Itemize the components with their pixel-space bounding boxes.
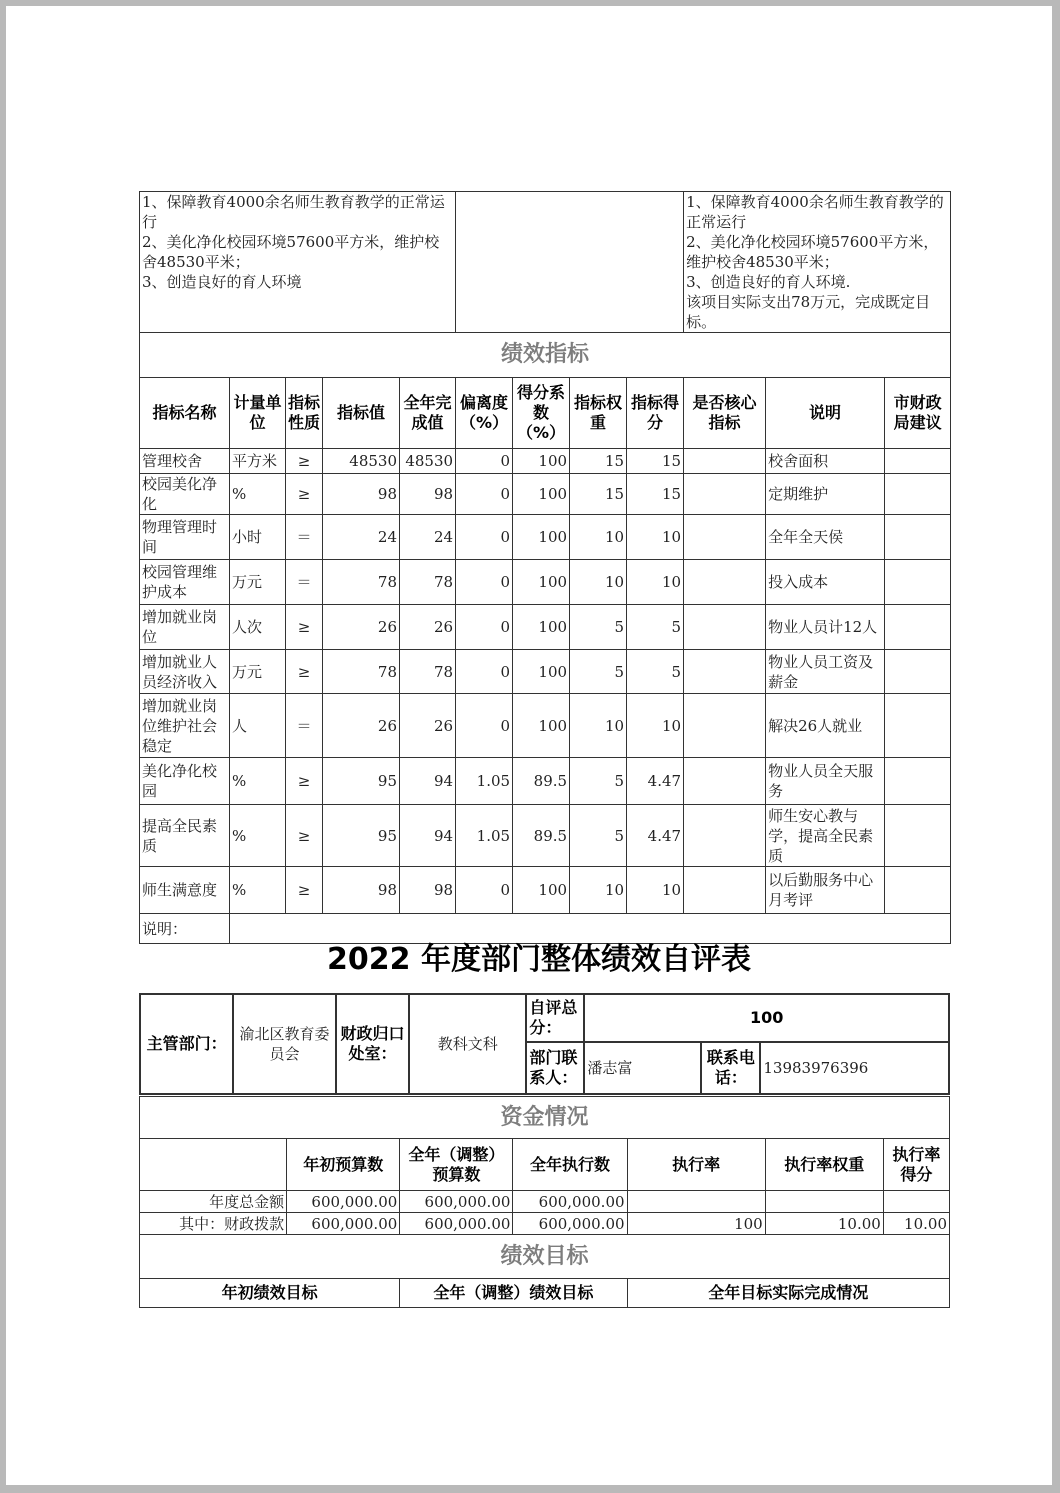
indicator-name: 管理校舍 xyxy=(140,449,230,474)
indicator-score: 5 xyxy=(627,650,684,694)
indicator-target: 98 xyxy=(323,867,400,914)
indicator-nature: ≥ xyxy=(286,867,323,914)
indicator-actual: 78 xyxy=(400,560,456,605)
funds-row-finance xyxy=(140,1213,950,1235)
indicator-name: 增加就业岗位 xyxy=(140,605,230,650)
supervisor-label: 主管部门： xyxy=(140,994,233,1094)
indicator-row xyxy=(140,449,951,474)
funds-header-executed: 全年执行数 xyxy=(513,1139,627,1191)
indicator-nature: ≥ xyxy=(286,605,323,650)
indicator-deviation: 0 xyxy=(456,694,513,758)
goals-header-initial: 年初绩效目标 xyxy=(140,1279,400,1308)
indicator-row xyxy=(140,515,951,560)
self-score-label: 自评总分： xyxy=(526,994,584,1042)
indicator-note: 投入成本 xyxy=(766,560,885,605)
finance-office-value: 教科文科 xyxy=(409,994,526,1094)
funds-header-rate: 执行率 xyxy=(627,1139,765,1191)
performance-table xyxy=(139,191,951,944)
remark-value xyxy=(230,914,951,944)
indicator-coef: 89.5 xyxy=(513,758,570,805)
contact-value: 潘志富 xyxy=(584,1042,701,1094)
indicator-score: 10 xyxy=(627,867,684,914)
indicator-deviation: 1.05 xyxy=(456,805,513,867)
indicator-core xyxy=(684,605,766,650)
indicator-note: 解决26人就业 xyxy=(766,694,885,758)
header-advice: 市财政局建议 xyxy=(885,378,951,449)
indicator-row xyxy=(140,694,951,758)
header-core: 是否核心指标 xyxy=(684,378,766,449)
header-unit: 计量单位 xyxy=(230,378,286,449)
indicator-actual: 26 xyxy=(400,694,456,758)
indicator-score: 15 xyxy=(627,449,684,474)
indicator-unit: 万元 xyxy=(230,650,286,694)
actual-goals-text: 1、保障教育4000余名师生教育教学的正常运行 2、美化净化校园环境57600平方米，维护校舍48530平米； 3、创造良好的育人环境. 该项目实际支出78万元，完成既定目标。 xyxy=(684,192,951,333)
indicator-note: 物业人员全天服务 xyxy=(766,758,885,805)
funds-section-title: 资金情况 xyxy=(140,1097,950,1139)
indicator-unit: % xyxy=(230,474,286,515)
indicator-score: 10 xyxy=(627,560,684,605)
indicator-core xyxy=(684,867,766,914)
indicator-core xyxy=(684,805,766,867)
goals-header-actual: 全年目标实际完成情况 xyxy=(627,1279,949,1308)
header-name: 指标名称 xyxy=(140,378,230,449)
funds-adjusted: 600,000.00 xyxy=(400,1213,513,1235)
indicator-deviation: 0 xyxy=(456,560,513,605)
indicator-weight: 5 xyxy=(570,605,627,650)
header-target: 指标值 xyxy=(323,378,400,449)
indicator-deviation: 0 xyxy=(456,605,513,650)
indicator-unit: % xyxy=(230,867,286,914)
indicator-core xyxy=(684,650,766,694)
funds-rate: 100 xyxy=(627,1213,765,1235)
department-info-table xyxy=(139,993,950,1095)
funds-executed: 600,000.00 xyxy=(513,1213,627,1235)
indicator-coef: 89.5 xyxy=(513,805,570,867)
indicator-unit: 小时 xyxy=(230,515,286,560)
indicator-coef: 100 xyxy=(513,867,570,914)
indicator-score: 10 xyxy=(627,694,684,758)
indicator-nature: ＝ xyxy=(286,560,323,605)
indicator-coef: 100 xyxy=(513,560,570,605)
indicator-actual: 98 xyxy=(400,867,456,914)
funds-header-row xyxy=(140,1139,950,1191)
remark-label: 说明： xyxy=(140,914,230,944)
indicator-advice xyxy=(885,449,951,474)
goals-section-title: 绩效目标 xyxy=(140,1235,950,1279)
indicator-advice xyxy=(885,867,951,914)
indicator-unit: % xyxy=(230,758,286,805)
indicator-advice xyxy=(885,605,951,650)
indicator-score: 10 xyxy=(627,515,684,560)
indicator-weight: 5 xyxy=(570,758,627,805)
indicator-actual: 94 xyxy=(400,758,456,805)
funds-rate-weight xyxy=(765,1191,883,1213)
indicator-score: 4.47 xyxy=(627,805,684,867)
indicator-actual: 78 xyxy=(400,650,456,694)
header-note: 说明 xyxy=(766,378,885,449)
indicator-deviation: 1.05 xyxy=(456,758,513,805)
performance-section-title: 绩效指标 xyxy=(140,333,951,378)
funds-row-label: 年度总金额 xyxy=(140,1191,287,1213)
indicator-target: 78 xyxy=(323,560,400,605)
phone-label: 联系电话： xyxy=(701,1042,760,1094)
indicator-weight: 15 xyxy=(570,474,627,515)
indicator-actual: 98 xyxy=(400,474,456,515)
indicator-deviation: 0 xyxy=(456,474,513,515)
indicator-name: 提高全民素质 xyxy=(140,805,230,867)
indicator-weight: 5 xyxy=(570,650,627,694)
header-weight: 指标权重 xyxy=(570,378,627,449)
indicator-nature: ＝ xyxy=(286,694,323,758)
funds-executed: 600,000.00 xyxy=(513,1191,627,1213)
indicator-core xyxy=(684,515,766,560)
indicator-nature: ≥ xyxy=(286,758,323,805)
indicator-deviation: 0 xyxy=(456,515,513,560)
indicator-nature: ≥ xyxy=(286,650,323,694)
indicator-coef: 100 xyxy=(513,449,570,474)
indicator-nature: ≥ xyxy=(286,474,323,515)
header-coef: 得分系数（%） xyxy=(513,378,570,449)
indicator-advice xyxy=(885,515,951,560)
funds-rate xyxy=(627,1191,765,1213)
indicator-deviation: 0 xyxy=(456,650,513,694)
indicator-coef: 100 xyxy=(513,650,570,694)
indicator-coef: 100 xyxy=(513,515,570,560)
funds-header-initial: 年初预算数 xyxy=(287,1139,400,1191)
indicator-note: 以后勤服务中心月考评 xyxy=(766,867,885,914)
indicator-unit: 人次 xyxy=(230,605,286,650)
adjusted-goals-text xyxy=(456,192,684,333)
indicator-name: 增加就业人员经济收入 xyxy=(140,650,230,694)
indicator-target: 78 xyxy=(323,650,400,694)
indicator-actual: 94 xyxy=(400,805,456,867)
indicator-row xyxy=(140,560,951,605)
indicator-name: 物理管理时间 xyxy=(140,515,230,560)
indicator-row xyxy=(140,758,951,805)
indicator-deviation: 0 xyxy=(456,867,513,914)
funds-initial: 600,000.00 xyxy=(287,1213,400,1235)
indicator-advice xyxy=(885,650,951,694)
indicator-target: 48530 xyxy=(323,449,400,474)
indicator-unit: 万元 xyxy=(230,560,286,605)
indicator-name: 美化净化校园 xyxy=(140,758,230,805)
indicator-note: 定期维护 xyxy=(766,474,885,515)
indicator-core xyxy=(684,560,766,605)
funds-header-rate-weight: 执行率权重 xyxy=(765,1139,883,1191)
indicator-weight: 10 xyxy=(570,867,627,914)
indicator-advice xyxy=(885,560,951,605)
performance-header-row xyxy=(140,378,951,449)
indicator-unit: 人 xyxy=(230,694,286,758)
indicator-core xyxy=(684,449,766,474)
indicator-score: 4.47 xyxy=(627,758,684,805)
form-title: 2022 年度部门整体绩效自评表 xyxy=(327,942,751,977)
indicator-weight: 5 xyxy=(570,805,627,867)
phone-value: 13983976396 xyxy=(760,1042,949,1094)
header-deviation: 偏离度（%） xyxy=(456,378,513,449)
indicator-note: 校舍面积 xyxy=(766,449,885,474)
indicator-advice xyxy=(885,474,951,515)
indicator-name: 师生满意度 xyxy=(140,867,230,914)
finance-office-label: 财政归口处室： xyxy=(336,994,410,1094)
indicator-nature: ≥ xyxy=(286,805,323,867)
funds-row-total xyxy=(140,1191,950,1213)
header-nature: 指标性质 xyxy=(286,378,323,449)
funds-header-adjusted: 全年（调整）预算数 xyxy=(400,1139,513,1191)
indicator-unit: % xyxy=(230,805,286,867)
contact-label: 部门联系人： xyxy=(526,1042,584,1094)
goals-header-adjusted: 全年（调整）绩效目标 xyxy=(400,1279,627,1308)
indicator-core xyxy=(684,694,766,758)
indicator-target: 98 xyxy=(323,474,400,515)
indicator-nature: ≥ xyxy=(286,449,323,474)
indicator-nature: ＝ xyxy=(286,515,323,560)
indicator-actual: 26 xyxy=(400,605,456,650)
indicator-name: 校园美化净化 xyxy=(140,474,230,515)
indicator-deviation: 0 xyxy=(456,449,513,474)
indicator-advice xyxy=(885,758,951,805)
indicator-note: 全年全天侯 xyxy=(766,515,885,560)
funds-rate-weight: 10.00 xyxy=(765,1213,883,1235)
indicator-row xyxy=(140,605,951,650)
funds-rate-score xyxy=(883,1191,949,1213)
indicator-score: 5 xyxy=(627,605,684,650)
indicator-advice xyxy=(885,694,951,758)
indicator-target: 95 xyxy=(323,805,400,867)
indicator-note: 师生安心教与学，提高全民素质 xyxy=(766,805,885,867)
indicator-advice xyxy=(885,805,951,867)
indicator-coef: 100 xyxy=(513,694,570,758)
indicator-note: 物业人员计12人 xyxy=(766,605,885,650)
indicator-core xyxy=(684,758,766,805)
supervisor-value: 渝北区教育委员会 xyxy=(233,994,336,1094)
indicator-target: 26 xyxy=(323,605,400,650)
indicator-target: 95 xyxy=(323,758,400,805)
indicator-score: 15 xyxy=(627,474,684,515)
indicator-actual: 24 xyxy=(400,515,456,560)
indicator-row xyxy=(140,867,951,914)
indicator-coef: 100 xyxy=(513,474,570,515)
header-actual: 全年完成值 xyxy=(400,378,456,449)
funds-adjusted: 600,000.00 xyxy=(400,1191,513,1213)
indicator-name: 增加就业岗位维护社会稳定 xyxy=(140,694,230,758)
indicator-weight: 10 xyxy=(570,560,627,605)
funds-header-blank xyxy=(140,1139,287,1191)
indicator-core xyxy=(684,474,766,515)
funds-row-label: 其中：财政拨款 xyxy=(140,1213,287,1235)
funds-table xyxy=(139,1096,950,1308)
funds-rate-score: 10.00 xyxy=(883,1213,949,1235)
indicator-unit: 平方米 xyxy=(230,449,286,474)
indicator-weight: 15 xyxy=(570,449,627,474)
indicator-note: 物业人员工资及薪金 xyxy=(766,650,885,694)
header-score: 指标得分 xyxy=(627,378,684,449)
indicator-coef: 100 xyxy=(513,605,570,650)
indicator-row xyxy=(140,805,951,867)
indicator-actual: 48530 xyxy=(400,449,456,474)
indicator-weight: 10 xyxy=(570,515,627,560)
indicator-row xyxy=(140,650,951,694)
indicator-target: 24 xyxy=(323,515,400,560)
goals-header-row xyxy=(140,1279,950,1308)
indicator-name: 校园管理维护成本 xyxy=(140,560,230,605)
self-score-value: 100 xyxy=(584,994,949,1042)
indicator-target: 26 xyxy=(323,694,400,758)
indicator-weight: 10 xyxy=(570,694,627,758)
funds-header-rate-score: 执行率得分 xyxy=(883,1139,949,1191)
initial-goals-text: 1、保障教育4000余名师生教育教学的正常运行 2、美化净化校园环境57600平方米，维护校舍48530平米； 3、创造良好的育人环境 xyxy=(140,192,456,333)
indicator-row xyxy=(140,474,951,515)
funds-initial: 600,000.00 xyxy=(287,1191,400,1213)
